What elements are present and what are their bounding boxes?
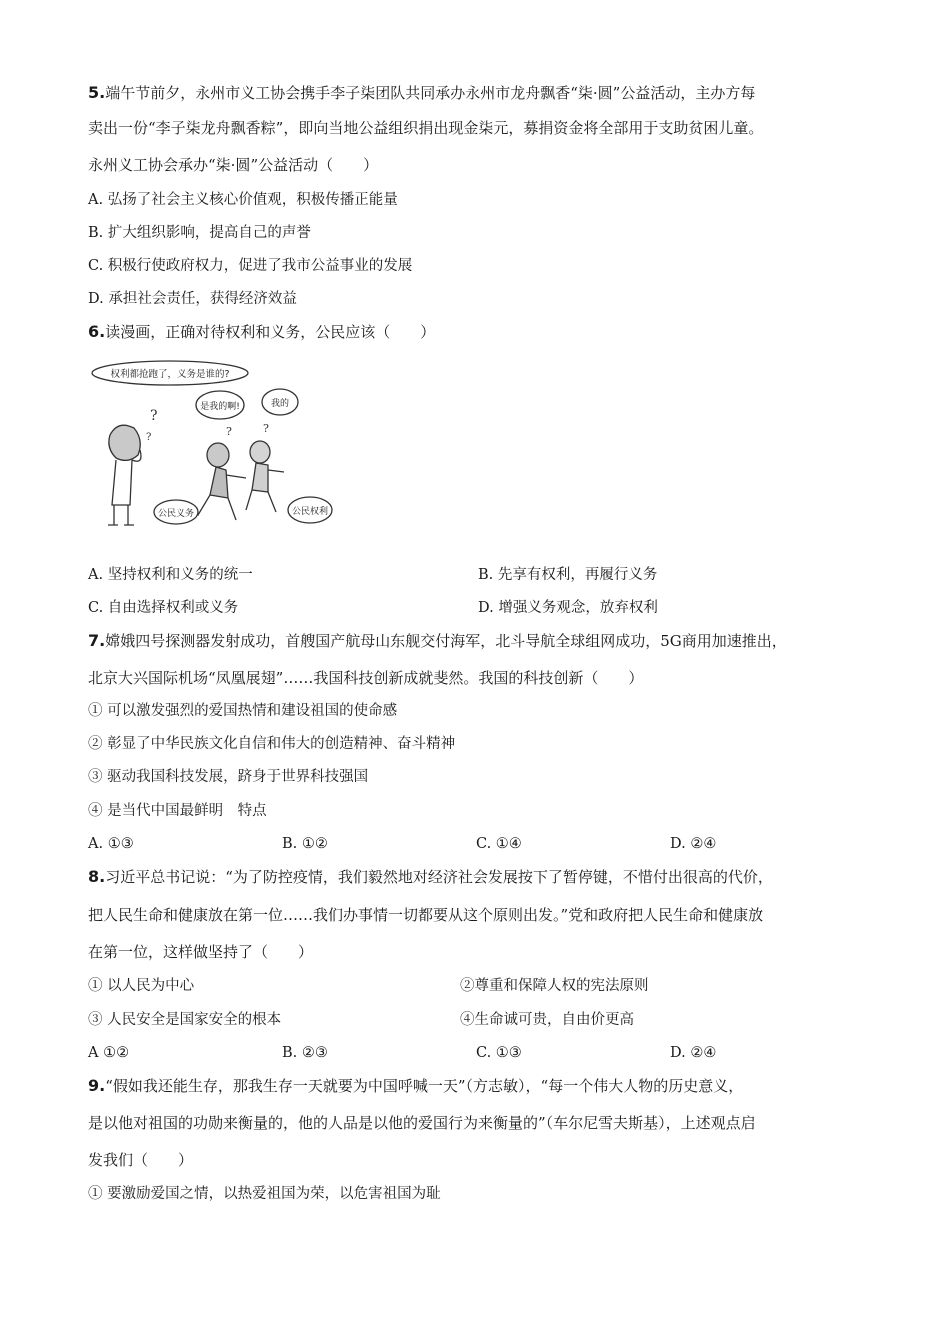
q8-text1: 习近平总书记说：“为了防控疫情，我们毅然地对经济社会发展按下了暂停键，不惜付出很高的代价， xyxy=(105,868,773,886)
q8-option-c[interactable]: C. ①③ xyxy=(476,1045,522,1061)
q5-line1 xyxy=(88,83,755,103)
q5-option-d[interactable]: D. 承担社会责任，获得经济效益 xyxy=(88,291,297,307)
q7-line2: 北京大兴国际机场“凤凰展翅”……我国科技创新成就斐然。我国的科技创新（ ） xyxy=(88,669,644,687)
cartoon-sign-right-text: 公民权利 xyxy=(291,507,329,517)
q6-text: 读漫画，正确对待权利和义务，公民应该（ ） xyxy=(105,323,436,341)
q9-line3: 发我们（ ） xyxy=(88,1151,194,1169)
cartoon-person-thinking xyxy=(108,408,158,525)
q9-line1 xyxy=(88,1076,743,1096)
cartoon-person-running-second xyxy=(246,422,284,512)
q8-item-4: ④生命诚可贵，自由价更高 xyxy=(460,1012,634,1028)
q9-text1: “假如我还能生存，那我生存一天就要为中国呼喊一天”（方志敏），“每一个伟大人物的历史意义， xyxy=(105,1077,744,1095)
q5-option-b[interactable]: B. 扩大组织影响，提高自己的声誉 xyxy=(88,225,311,241)
q9-number: 9. xyxy=(88,1076,106,1095)
q7-text1: 嫦娥四号探测器发射成功，首艘国产航母山东舰交付海军，北斗导航全球组网成功，5G商用加速推出， xyxy=(105,632,787,650)
q7-line1 xyxy=(88,631,787,651)
q6-option-a[interactable]: A. 坚持权利和义务的统一 xyxy=(88,567,253,583)
q7-item-2: ② 彰显了中华民族文化自信和伟大的创造精神、奋斗精神 xyxy=(88,736,456,752)
q7-option-b[interactable]: B. ①② xyxy=(282,836,328,852)
cartoon-speech-text: 权利都抢跑了，义务是谁的? xyxy=(110,369,230,380)
q6-option-d[interactable]: D. 增强义务观念，放弃权利 xyxy=(478,600,658,616)
q7-option-a[interactable]: A. ①③ xyxy=(88,836,134,852)
q5-option-a[interactable]: A. 弘扬了社会主义核心价值观，积极传播正能量 xyxy=(88,192,398,208)
q6-option-c[interactable]: C. 自由选择权利或义务 xyxy=(88,600,239,616)
q8-number: 8. xyxy=(88,867,106,886)
q8-item-2: ②尊重和保障人权的宪法原则 xyxy=(460,978,649,994)
q6-stem xyxy=(88,322,435,342)
svg-text:?: ? xyxy=(146,432,152,443)
svg-text:?: ? xyxy=(226,425,232,438)
rights-duties-cartoon xyxy=(88,360,338,535)
cartoon-sign-left-text: 公民义务 xyxy=(157,509,195,519)
q5-line2: 卖出一份“李子柒龙舟飘香粽”，即向当地公益组织捐出现金柒元，募捐资金将全部用于支助贫困儿童。 xyxy=(88,119,764,137)
q7-item-1: ① 可以激发强烈的爱国热情和建设祖国的使命感 xyxy=(88,703,398,719)
q5-number: 5. xyxy=(88,83,106,102)
q5-option-c[interactable]: C. 积极行使政府权力，促进了我市公益事业的发展 xyxy=(88,258,413,274)
q7-option-c[interactable]: C. ①④ xyxy=(476,836,522,852)
cartoon-bubble-right-text: 我的 xyxy=(270,399,290,409)
svg-text:?: ? xyxy=(263,422,269,435)
svg-text:?: ? xyxy=(150,408,158,424)
cartoon-person-running xyxy=(188,425,246,520)
q7-number: 7. xyxy=(88,631,106,650)
q6-number: 6. xyxy=(88,322,106,341)
q7-item-3: ③ 驱动我国科技发展，跻身于世界科技强国 xyxy=(88,769,369,785)
q9-item-1: ① 要激励爱国之情，以热爱祖国为荣，以危害祖国为耻 xyxy=(88,1186,441,1202)
q8-item-1: ① 以人民为中心 xyxy=(88,978,195,994)
q6-option-b[interactable]: B. 先享有权利，再履行义务 xyxy=(478,567,658,583)
q5-line3: 永州义工协会承办“柒·圆”公益活动（ ） xyxy=(88,156,379,174)
q8-item-3: ③ 人民安全是国家安全的根本 xyxy=(88,1012,282,1028)
q8-line3: 在第一位，这样做坚持了（ ） xyxy=(88,943,314,961)
q7-option-d[interactable]: D. ②④ xyxy=(670,836,717,852)
q5-text1: 端午节前夕，永州市义工协会携手李子柒团队共同承办永州市龙舟飘香“柒·圆”公益活动，主办方每 xyxy=(105,84,756,102)
q8-line1 xyxy=(88,867,773,887)
q8-option-a[interactable]: A ①② xyxy=(88,1045,130,1061)
q8-line2: 把人民生命和健康放在第一位……我们办事情一切都要从这个原则出发。”党和政府把人民生命和健康放 xyxy=(88,906,764,924)
q9-line2: 是以他对祖国的功勋来衡量的，他的人品是以他的爱国行为来衡量的”（车尔尼雪夫斯基），上述观点启 xyxy=(88,1114,756,1132)
q7-item-4: ④ 是当代中国最鲜明 特点 xyxy=(88,803,267,819)
q8-option-d[interactable]: D. ②④ xyxy=(670,1045,717,1061)
cartoon-bubble-left-text: 是我的啊! xyxy=(200,402,240,412)
q8-option-b[interactable]: B. ②③ xyxy=(282,1045,328,1061)
